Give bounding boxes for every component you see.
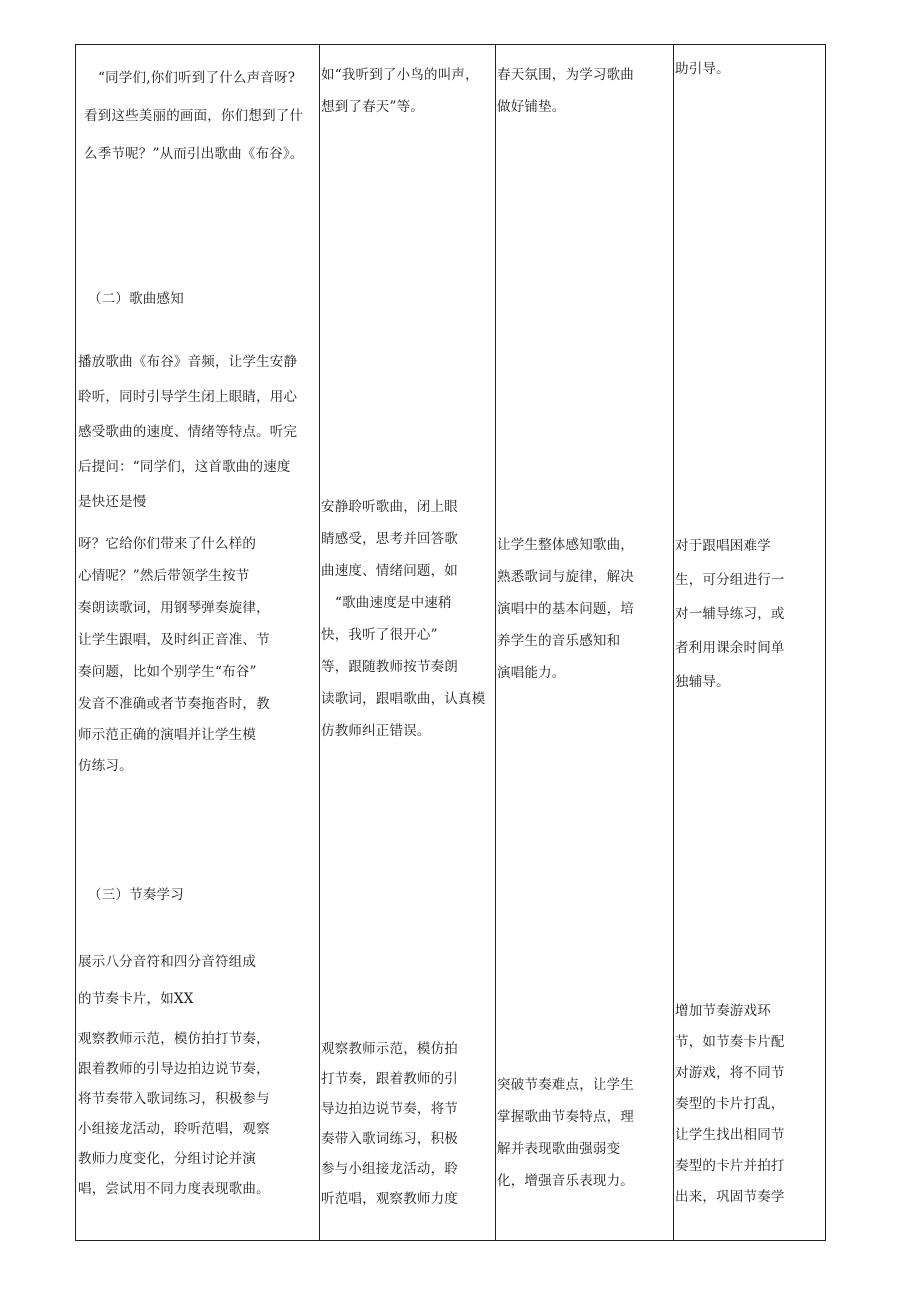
teacher-activity-column	[76, 45, 319, 1240]
text-line: 春天氛围，为学习歌曲	[497, 67, 634, 83]
text-line: 聆听，同时引导学生闭上眼睛，用心	[78, 389, 298, 405]
text-line: 唱，尝试用不同力度表现歌曲。	[78, 1181, 270, 1197]
text-line: 出来，巩固节奏学	[675, 1189, 785, 1205]
text-line: 奏问题，比如个别学生“布谷”	[78, 664, 257, 680]
text-line: 打节奏，跟着教师的引	[321, 1071, 458, 1087]
text-line: 对游戏，将不同节	[675, 1065, 785, 1081]
design-intent-column	[496, 45, 673, 1240]
text-line: 播放歌曲《布谷》音频，让学生安静	[78, 354, 298, 370]
guidance-column	[674, 45, 826, 1240]
text-line: 快，我听了很开心”	[321, 627, 438, 643]
text-line: “同学们,你们听到了什么声音呀?	[98, 70, 296, 86]
text-line: 演唱中的基本问题，培	[497, 601, 634, 617]
text-line: 看到这些美丽的画面，你们想到了什	[84, 108, 304, 124]
intro-text	[497, 59, 634, 123]
rhythm-learning-text-cont	[78, 1024, 270, 1204]
text-line: 小组接龙活动，聆听范唱，观察	[78, 1121, 270, 1137]
text-line: 导边拍边说节奏，将节	[321, 1101, 458, 1117]
rhythm-learning-text	[675, 996, 785, 1213]
text-line: 仿练习。	[78, 758, 133, 774]
text-line: 对于跟唱困难学	[675, 538, 771, 554]
text-line: 奏型的卡片打乱，	[675, 1096, 785, 1112]
song-perception-text-cont	[78, 528, 270, 688]
text-line: 仿教师纠正错误。	[321, 723, 431, 739]
text-line: 参与小组接龙活动，聆	[321, 1161, 458, 1177]
text-line: 么季节呢？”从而引出歌曲《布谷》。	[84, 146, 304, 162]
text-line: “歌曲速度是中速稍	[335, 595, 452, 611]
text-line: 生，可分组进行一	[675, 572, 785, 588]
text-line: 等，跟随教师按节奏朗	[321, 659, 458, 675]
text-line: 想到了春天”等。	[321, 99, 425, 115]
text-line: 熟悉歌词与旋律，解决	[497, 569, 634, 585]
song-perception-text	[675, 529, 785, 699]
text-line: 睛感受，思考并回答歌	[321, 531, 458, 547]
section-title-rhythm-learning: （三）节奏学习	[88, 887, 184, 903]
intro-text	[675, 59, 730, 80]
lesson-plan-table	[75, 44, 826, 1241]
text-line: 做好铺垫。	[497, 99, 566, 115]
song-perception-text-end	[78, 689, 270, 782]
text-line: 展示八分音符和四分音符组成	[78, 954, 257, 970]
text-line: 养学生的音乐感知和	[497, 633, 621, 649]
text-line: 独辅导。	[675, 674, 730, 690]
text-line: 奏带入歌词练习，积极	[321, 1131, 458, 1147]
text-line: 增加节奏游戏环	[675, 1003, 771, 1019]
text-line: 突破节奏难点，让学生	[497, 1077, 634, 1093]
section-title-song-perception: （二）歌曲感知	[88, 291, 184, 307]
text-line: 心情呢？”然后带领学生按节	[78, 568, 250, 584]
text-line: 读歌词，跟唱歌曲，认真模	[321, 691, 486, 707]
text-line: 化，增强音乐表现力。	[497, 1173, 634, 1189]
text-line: 曲速度、情绪问题，如	[321, 563, 458, 579]
intro-text	[321, 59, 479, 123]
text-line: 观察教师示范，模仿拍	[321, 1041, 458, 1057]
song-perception-text	[321, 491, 485, 747]
text-line: 演唱能力。	[497, 665, 566, 681]
text-line: 的节奏卡片，如XX	[78, 991, 194, 1007]
text-line: 节，如节奏卡片配	[675, 1034, 785, 1050]
rhythm-learning-text	[78, 944, 256, 1018]
text-line: 让学生找出相同节	[675, 1127, 785, 1143]
rhythm-learning-text	[497, 1069, 634, 1197]
text-line: 听范唱，观察教师力度	[321, 1191, 458, 1207]
text-line: 感受歌曲的速度、情绪等特点。听完	[78, 424, 298, 440]
text-line: 安静聆听歌曲，闭上眼	[321, 499, 458, 515]
student-activity-column	[320, 45, 495, 1240]
song-perception-text	[497, 529, 634, 689]
text-line: 是快还是慢	[78, 494, 147, 510]
text-line: 奏朗读歌词，用钢琴弹奏旋律，	[78, 600, 270, 616]
song-perception-text	[78, 345, 297, 520]
text-line: 观察教师示范，模仿拍打节奏，	[78, 1031, 270, 1047]
text-line: 对一辅导练习，或	[675, 606, 785, 622]
text-line: 发音不准确或者节奏拖沓时，教	[78, 696, 270, 712]
text-line: 者利用课余时间单	[675, 640, 785, 656]
intro-text	[84, 59, 304, 173]
text-line: 后提问：“同学们，这首歌曲的速度	[78, 459, 291, 475]
text-line: 师示范正确的演唱并让学生模	[78, 727, 257, 743]
text-line: 教师力度变化，分组讨论并演	[78, 1151, 257, 1167]
text-line: 助引导。	[675, 61, 730, 77]
text-line: 呀？它给你们带来了什么样的	[78, 536, 257, 552]
text-line: 如“我听到了小鸟的叫声，	[321, 67, 479, 83]
text-line: 奏型的卡片并拍打	[675, 1158, 785, 1174]
text-line: 让学生整体感知歌曲，	[497, 537, 634, 553]
rhythm-learning-text	[321, 1034, 458, 1214]
text-line: 将节奏带入歌词练习，积极参与	[78, 1091, 270, 1107]
text-line: 让学生跟唱，及时纠正音准、节	[78, 632, 270, 648]
text-line: 跟着教师的引导边拍边说节奏，	[78, 1061, 270, 1077]
text-line: 掌握歌曲节奏特点，理	[497, 1109, 634, 1125]
text-line: 解并表现歌曲强弱变	[497, 1141, 621, 1157]
